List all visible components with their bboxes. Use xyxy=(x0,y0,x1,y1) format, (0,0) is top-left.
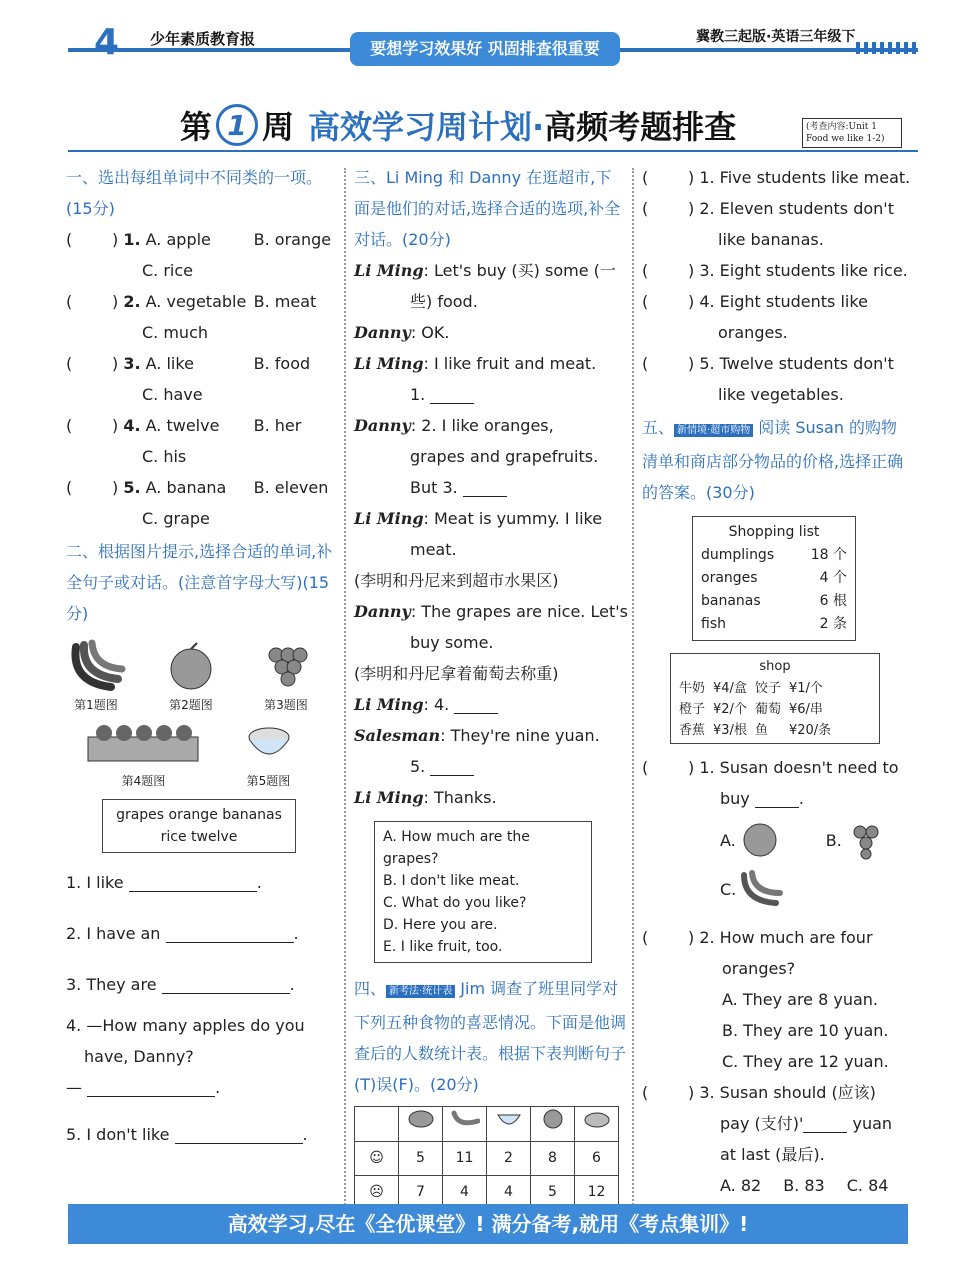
section5-question-2: ( ) 2. How much are four oranges? A. They are 8 yuan. B. They are 10 yuan. C. They are 12 yuan. xyxy=(642,922,912,1077)
decor-bars xyxy=(856,42,916,54)
q-text: 5. I don't like xyxy=(66,1125,170,1144)
heading-part: 阅读 Susan 的购物清单和商店部分物品的价格,选择正确的答案。(30分) xyxy=(642,418,904,502)
list-item-name: bananas xyxy=(701,593,761,609)
option-a: A. vegetable xyxy=(145,292,247,311)
title-main-2: 高频考题排查 xyxy=(544,108,737,146)
answer-paren[interactable]: ( xyxy=(66,478,73,497)
pic-label: 第3题图 xyxy=(264,698,308,712)
shop-cell: 牛奶 xyxy=(679,681,706,696)
heading-part: Jim 调查了班里同学对下列五种食物的喜恶情况。下面是他调查后的人数统计表。根据下表判断句子(T)误(F)。(20分) xyxy=(354,979,627,1094)
statement: ( ) 3. Eight students like rice. xyxy=(642,255,912,286)
list-item xyxy=(701,544,847,567)
pic-label: 第1题图 xyxy=(74,698,118,712)
section1-item: ( ) 1. A. apple B. orange xyxy=(66,224,336,255)
section5-question-1: ( ) 1. Susan doesn't need to buy . A. B. C. xyxy=(642,752,912,912)
line-text: OK. xyxy=(421,323,450,342)
dialogue-line xyxy=(354,565,626,596)
section1-item: ( ) 3. A. like B. food xyxy=(66,348,336,379)
answer-blank[interactable] xyxy=(803,1117,847,1133)
scope-note: (考查内容:Unit 1 Food we like 1-2) xyxy=(802,118,902,148)
q-text: 1. Susan doesn't need to xyxy=(699,758,899,777)
bananas-option-icon xyxy=(736,867,786,911)
dialogue-line xyxy=(354,286,626,317)
pic-label: 第5题图 xyxy=(246,774,291,788)
title-prefix: 第 xyxy=(180,108,213,146)
line-text: 2. I like oranges, xyxy=(421,416,554,435)
list-item-name: oranges xyxy=(701,570,758,586)
pic-label: 第4题图 xyxy=(121,774,166,788)
answer-paren[interactable]: ( xyxy=(642,199,649,218)
answer-paren[interactable]: ( xyxy=(642,292,649,311)
picture-orange xyxy=(161,637,221,713)
shopping-list-items xyxy=(701,544,847,636)
answer-paren[interactable]: ( xyxy=(66,354,73,373)
answer-blank[interactable] xyxy=(755,792,799,808)
statement-text: 1. Five students like meat. xyxy=(699,168,911,187)
picture-twelve-items xyxy=(84,719,204,789)
section2-question-1: 1. I like . xyxy=(66,873,262,892)
title-main: 高效学习周计划· xyxy=(308,108,545,146)
frown-icon: ☹ xyxy=(355,1176,399,1210)
option-c[interactable]: C. 84 xyxy=(846,1176,889,1195)
q-text: have, Danny? xyxy=(84,1047,194,1066)
option-c[interactable]: C. xyxy=(720,879,737,899)
option-c: C. rice xyxy=(142,261,194,280)
column-right xyxy=(642,162,912,1201)
list-item xyxy=(701,567,847,590)
dialogue-line: Salesman: They're nine yuan. xyxy=(354,726,600,745)
line-text: The grapes are nice. Let's xyxy=(421,602,628,621)
banana-icon xyxy=(443,1107,487,1142)
options-box xyxy=(374,821,592,963)
dialogue-line xyxy=(354,658,626,689)
line-text: grapes and grapefruits. xyxy=(410,447,599,466)
table-cell: 4 xyxy=(443,1176,487,1210)
q-text: 1. I like xyxy=(66,873,124,892)
shop-title: shop xyxy=(759,659,791,674)
list-item-qty: 2 条 xyxy=(819,616,847,632)
shop-cell: 葡萄 xyxy=(754,702,781,717)
section1-item-c xyxy=(66,503,336,534)
section2-question-5: 5. I don't like . xyxy=(66,1125,308,1144)
option-b: B. food xyxy=(253,354,311,373)
shop-price-table xyxy=(675,678,835,741)
line-text: 5. xyxy=(410,757,426,776)
speaker: Danny xyxy=(354,416,411,435)
answer-blank[interactable] xyxy=(175,1128,303,1144)
answer-blank[interactable] xyxy=(454,698,498,714)
table-cell: 12 xyxy=(575,1176,619,1210)
column-middle xyxy=(354,162,626,1210)
line-text: meat. xyxy=(410,540,457,559)
shopping-list xyxy=(692,516,856,641)
table-row xyxy=(675,720,835,741)
answer-blank[interactable] xyxy=(129,876,257,892)
section1-heading: 一、选出每组单词中不同类的一项。(15分) xyxy=(66,168,323,218)
section4-heading xyxy=(354,973,626,1100)
section5-tag: 新情境·超市购物 xyxy=(674,424,753,437)
meat-icon xyxy=(399,1107,443,1142)
table-row xyxy=(675,699,835,720)
line-text: buy some. xyxy=(410,633,494,652)
picture-rice xyxy=(239,719,299,789)
list-item-name: dumplings xyxy=(701,547,775,563)
line-text: Thanks. xyxy=(434,788,497,807)
line-text: Meat is yummy. I like xyxy=(434,509,603,528)
answer-paren[interactable]: ( xyxy=(66,416,73,435)
dialogue-line xyxy=(354,379,626,410)
line-text: (李明和丹尼拿着葡萄去称重) xyxy=(354,664,559,683)
answer-blank[interactable] xyxy=(166,927,294,943)
title-rule xyxy=(68,150,918,152)
page-title xyxy=(180,102,736,148)
q-text: pay (支付)' xyxy=(720,1114,804,1133)
list-item-qty: 4 个 xyxy=(819,570,847,586)
q1-option-c-row xyxy=(642,866,912,912)
option-b: B. meat xyxy=(253,292,317,311)
statement-text: 4. Eight students like xyxy=(699,292,868,311)
option-b[interactable]: B. They are 10 yuan. xyxy=(722,1021,889,1040)
dialogue-line xyxy=(354,472,626,503)
answer-blank[interactable] xyxy=(162,978,290,994)
section2-question-2: 2. I have an . xyxy=(66,924,299,943)
line-text: 些) food. xyxy=(410,292,478,311)
item-number: 4. xyxy=(123,416,141,435)
list-item-qty: 18 个 xyxy=(810,547,847,563)
shop-cell: 饺子 xyxy=(754,681,781,696)
answer-blank[interactable] xyxy=(463,481,507,497)
orange-icon xyxy=(531,1107,575,1142)
boxed-items-icon xyxy=(84,719,204,769)
option-b: B. her xyxy=(253,416,302,435)
section4-statements xyxy=(642,162,912,410)
section1-item-c xyxy=(66,255,336,286)
q-text: — xyxy=(66,1078,82,1097)
option-item: E. I like fruit, too. xyxy=(383,939,503,955)
shop-cell: ¥2/个 xyxy=(713,702,747,717)
shop-cell: ¥20/条 xyxy=(788,723,832,738)
rice-icon xyxy=(487,1107,531,1142)
q-text: 4. —How many apples do you xyxy=(66,1016,305,1035)
option-a: A. banana xyxy=(145,478,227,497)
line-text: But 3. xyxy=(410,478,458,497)
table-corner xyxy=(355,1107,399,1142)
statement: ( ) 5. Twelve students don't xyxy=(642,348,912,379)
week-number: 1 xyxy=(216,104,258,146)
page-number: 4 xyxy=(94,22,120,63)
table-row xyxy=(355,1107,619,1142)
option-c: C. his xyxy=(142,447,187,466)
heading-part: 五、 xyxy=(642,418,675,437)
vegetable-icon xyxy=(575,1107,619,1142)
dialogue-line: Li Ming: I like fruit and meat. xyxy=(354,354,597,373)
shop-cell: ¥1/个 xyxy=(788,681,823,696)
dialogue-line: Danny: The grapes are nice. Let's xyxy=(354,602,628,621)
statement-text: like bananas. xyxy=(718,230,824,249)
option-a[interactable]: A. 82 xyxy=(720,1176,762,1195)
paper-name: 少年素质教育报 xyxy=(150,30,256,48)
q3-options xyxy=(642,1170,912,1201)
statement: ( ) 2. Eleven students don't xyxy=(642,193,912,224)
picture-bananas xyxy=(66,637,126,713)
answer-paren[interactable]: ( xyxy=(66,230,73,249)
answer-blank[interactable] xyxy=(87,1081,215,1097)
option-a: A. apple xyxy=(145,230,211,249)
dialogue xyxy=(354,255,626,813)
dialogue-line: Li Ming: Thanks. xyxy=(354,788,497,807)
dialogue-line: Li Ming: Meat is yummy. I like xyxy=(354,509,603,528)
line-text: Let's buy (买) some (一 xyxy=(434,261,616,280)
option-b: B. orange xyxy=(253,230,332,249)
table-cell: 4 xyxy=(487,1176,531,1210)
section1-item-c xyxy=(66,441,336,472)
option-item: C. What do you like? xyxy=(383,895,527,911)
dialogue-line xyxy=(354,534,626,565)
table-cell: 2 xyxy=(487,1142,531,1176)
table-cell: 7 xyxy=(399,1176,443,1210)
line-text: I like fruit and meat. xyxy=(434,354,597,373)
dialogue-line xyxy=(354,441,626,472)
table-cell: 8 xyxy=(531,1142,575,1176)
option-item: D. Here you are. xyxy=(383,917,498,933)
q-text: 3. Susan should (应该) xyxy=(699,1083,876,1102)
survey-table xyxy=(354,1106,619,1210)
section4-tag: 新考法·统计表 xyxy=(386,985,455,998)
list-item-qty: 6 根 xyxy=(819,593,847,609)
option-a: A. like xyxy=(145,354,194,373)
section1-item: ( ) 5. A. banana B. eleven xyxy=(66,472,336,503)
line-text: 1. xyxy=(410,385,426,404)
footer-banner: 高效学习,尽在《全优课堂》! 满分备考,就用《考点集训》! xyxy=(68,1204,908,1244)
q-text: 2. How much are four xyxy=(699,928,873,947)
column-left xyxy=(66,162,336,1150)
table-row-like xyxy=(355,1142,619,1176)
shop-cell: ¥6/串 xyxy=(788,702,823,717)
option-item: B. I don't like meat. xyxy=(383,873,520,889)
speaker: Li Ming xyxy=(354,509,424,528)
statement xyxy=(642,379,912,410)
list-item xyxy=(701,613,847,636)
item-number: 1. xyxy=(123,230,141,249)
option-b: B. eleven xyxy=(253,478,329,497)
speaker: Li Ming xyxy=(354,354,424,373)
section3-heading: 三、Li Ming 和 Danny 在逛超市,下面是他们的对话,选择合适的选项,补全对话。(20分) xyxy=(354,168,621,249)
list-item-name: fish xyxy=(701,616,726,632)
shop-cell: 鱼 xyxy=(754,723,768,738)
shop-cell: 橙子 xyxy=(679,702,706,717)
section2-question-3: 3. They are . xyxy=(66,975,295,994)
option-item: A. How much are the grapes? xyxy=(383,829,530,867)
grapes-icon xyxy=(256,637,316,693)
section1-item: ( ) 4. A. twelve B. her xyxy=(66,410,336,441)
section5-heading xyxy=(642,412,912,508)
q-text: at last (最后). xyxy=(720,1145,825,1164)
q-text: oranges? xyxy=(722,959,796,978)
edition-label: 冀教三起版·英语三年级下 xyxy=(696,29,856,45)
statement: ( ) 4. Eight students like xyxy=(642,286,912,317)
item-number: 5. xyxy=(123,478,141,497)
statement xyxy=(642,317,912,348)
picture-grapes xyxy=(256,637,316,713)
option-b[interactable]: B. 83 xyxy=(783,1176,825,1195)
section1-item: ( ) 2. A. vegetable B. meat xyxy=(66,286,336,317)
q-text: yuan xyxy=(852,1114,893,1133)
q-text: buy xyxy=(720,789,750,808)
dialogue-line xyxy=(354,751,626,782)
shop-cell: ¥3/根 xyxy=(713,723,747,738)
dialogue-line: Danny: OK. xyxy=(354,323,450,342)
answer-blank[interactable] xyxy=(430,388,474,404)
title-suffix: 周 xyxy=(262,108,295,146)
option-a: A. twelve xyxy=(145,416,220,435)
section5-question-3: ( ) 3. Susan should (应该) pay (支付)' yuan at last (最后). A. 82 B. 83 C. 84 xyxy=(642,1077,912,1201)
speaker: Li Ming xyxy=(354,695,424,714)
option-c: C. much xyxy=(142,323,209,342)
shopping-list-title: Shopping list xyxy=(728,524,820,540)
answer-paren[interactable]: ( xyxy=(642,354,649,373)
table-cell: 11 xyxy=(443,1142,487,1176)
section1-item-c xyxy=(66,379,336,410)
shop-price-box xyxy=(670,653,880,744)
item-number: 3. xyxy=(123,354,141,373)
q-text: 2. I have an xyxy=(66,924,161,943)
answer-paren[interactable]: ( xyxy=(642,261,649,280)
column-divider xyxy=(632,168,634,1208)
section1-item-c xyxy=(66,317,336,348)
rice-bowl-icon xyxy=(239,719,299,769)
option-a[interactable]: A. They are 8 yuan. xyxy=(722,990,879,1009)
dialogue-line xyxy=(354,627,626,658)
header-banner: 要想学习效果好 巩固排查很重要 xyxy=(350,32,620,66)
answer-paren[interactable]: ( xyxy=(66,292,73,311)
smile-icon: ☺ xyxy=(355,1142,399,1176)
answer-blank[interactable] xyxy=(430,760,474,776)
list-item xyxy=(701,590,847,613)
q-text: 3. They are xyxy=(66,975,157,994)
table-row xyxy=(675,678,835,699)
newspaper-page xyxy=(20,18,936,1268)
bananas-icon xyxy=(66,637,126,693)
statement-text: like vegetables. xyxy=(718,385,844,404)
option-c: C. grape xyxy=(142,509,210,528)
item-number: 2. xyxy=(123,292,141,311)
answer-paren[interactable]: ( xyxy=(642,168,649,187)
statement-text: oranges. xyxy=(718,323,788,342)
table-cell: 6 xyxy=(575,1142,619,1176)
picture-row-1 xyxy=(66,637,316,713)
line-text: 4. xyxy=(434,695,450,714)
dialogue-line: Li Ming: 4. xyxy=(354,689,626,720)
line-text: They're nine yuan. xyxy=(450,726,600,745)
shop-cell: ¥4/盒 xyxy=(713,681,747,696)
pic-label: 第2题图 xyxy=(169,698,213,712)
section2-heading: 二、根据图片提示,选择合适的单词,补全句子或对话。(注意首字母大写)(15分) xyxy=(66,542,333,623)
speaker: Salesman xyxy=(354,726,441,745)
heading-part: 四、 xyxy=(354,979,387,998)
option-c[interactable]: C. They are 12 yuan. xyxy=(722,1052,889,1071)
dialogue-line: Danny: 2. I like oranges, xyxy=(354,416,554,435)
statement-text: 3. Eight students like rice. xyxy=(699,261,908,280)
option-a[interactable]: A. xyxy=(720,830,736,850)
statement: ( ) 1. Five students like meat. xyxy=(642,162,912,193)
speaker: Danny xyxy=(354,602,411,621)
statement-text: 2. Eleven students don't xyxy=(699,199,894,218)
section1-items xyxy=(66,224,336,534)
grapes-option-icon xyxy=(842,818,892,862)
speaker: Li Ming xyxy=(354,788,424,807)
orange-icon xyxy=(161,637,221,693)
word-box xyxy=(102,799,296,853)
line-text: (李明和丹尼来到超市水果区) xyxy=(354,571,559,590)
option-c: C. have xyxy=(142,385,203,404)
section2-question-4: 4. —How many apples do you have, Danny? — . xyxy=(66,1010,336,1103)
option-b[interactable]: B. xyxy=(825,830,842,850)
speaker: Danny xyxy=(354,323,411,342)
dialogue-line: Li Ming: Let's buy (买) some (一 xyxy=(354,261,616,280)
picture-row-2 xyxy=(66,719,316,789)
word-box-line: rice twelve xyxy=(160,829,238,845)
speaker: Li Ming xyxy=(354,261,424,280)
shop-cell: 香蕉 xyxy=(679,723,706,738)
statement xyxy=(642,224,912,255)
table-cell: 5 xyxy=(399,1142,443,1176)
table-cell: 5 xyxy=(531,1176,575,1210)
statement-text: 5. Twelve students don't xyxy=(699,354,894,373)
column-divider xyxy=(344,168,346,1208)
word-box-line: grapes orange bananas xyxy=(116,807,282,823)
orange-option-icon xyxy=(736,818,786,862)
q1-options-row xyxy=(642,814,912,866)
